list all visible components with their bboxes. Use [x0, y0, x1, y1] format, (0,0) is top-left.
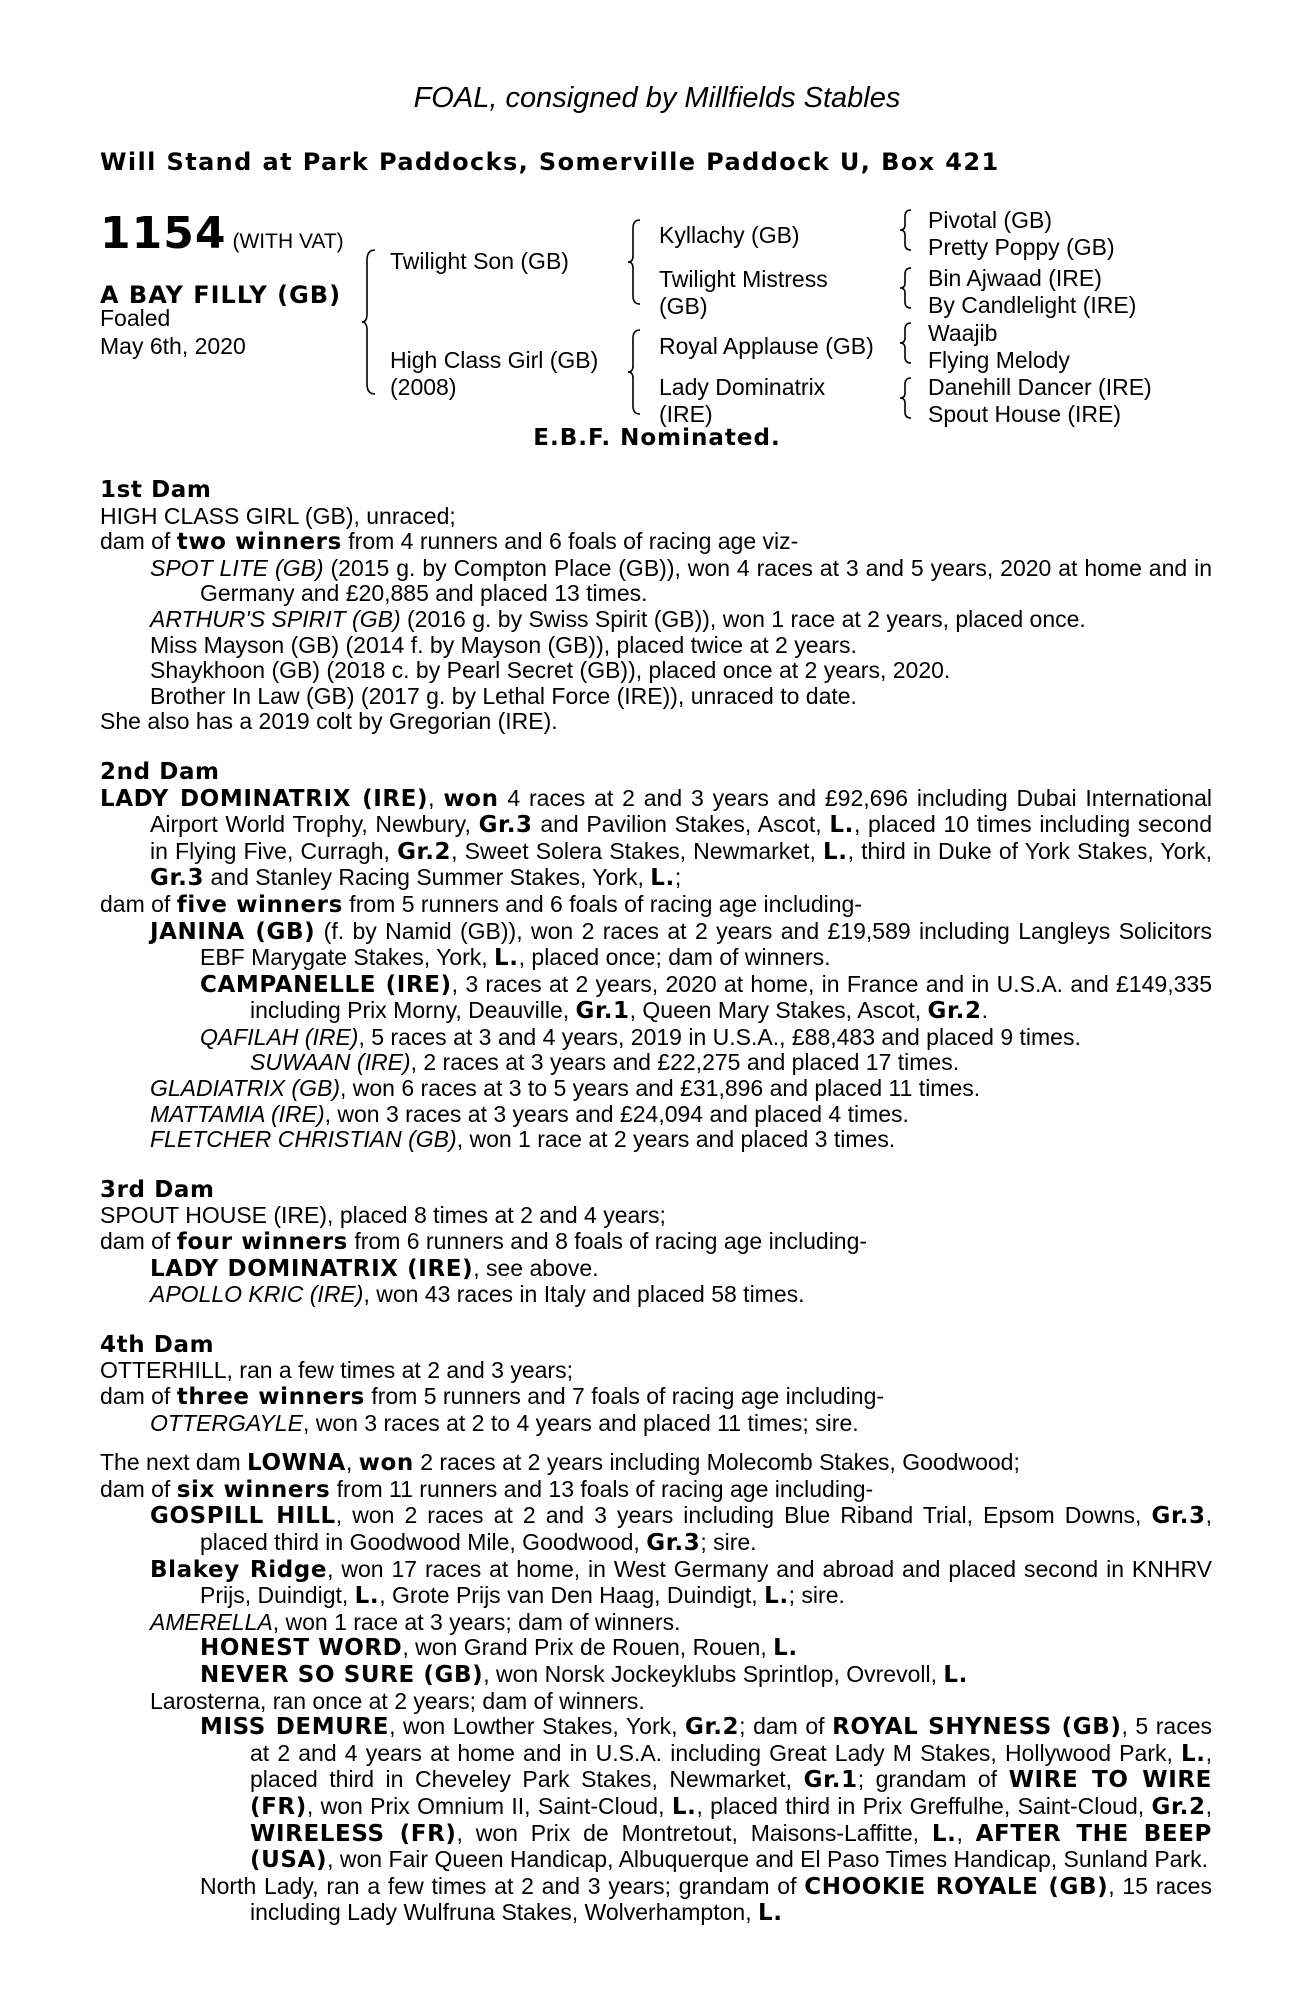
brace-icon [898, 321, 914, 365]
list-item: GLADIATRIX (GB), won 6 races at 3 to 5 years and £31,896 and placed 11 times. [150, 1075, 981, 1102]
list-item: SUWAAN (IRE), 2 races at 3 years and £22,275 and placed 17 times. [250, 1049, 960, 1076]
dam3-title: 3rd Dam [100, 1176, 215, 1203]
list-item: QAFILAH (IRE), 5 races at 3 and 4 years, 2019 in U.S.A., £88,483 and placed 9 times. [200, 1023, 1081, 1050]
list-item: Larosterna, ran once at 2 years; dam of winners. [150, 1687, 645, 1714]
pedigree-sire-dam-country: (GB) [659, 293, 708, 319]
list-item: FLETCHER CHRISTIAN (GB), won 1 race at 2 years and placed 3 times. [150, 1126, 896, 1153]
list-item: Shaykhoon (GB) (2018 c. by Pearl Secret (GB)), placed once at 2 years, 2020. [150, 657, 951, 684]
foaled-date: May 6th, 2020 [100, 333, 246, 359]
pedigree-ssd: Pretty Poppy (GB) [928, 234, 1115, 260]
brace-icon [360, 248, 380, 396]
lot-number-block [100, 208, 344, 259]
dam2-title: 2nd Dam [100, 758, 220, 785]
brace-icon [626, 218, 644, 306]
brace-icon [626, 328, 644, 416]
list-item: AMERELLA, won 1 race at 3 years; dam of winners. [150, 1608, 681, 1635]
pedigree-sss: Pivotal (GB) [928, 207, 1052, 233]
pedigree-sdd: By Candlelight (IRE) [928, 292, 1137, 318]
list-item: MATTAMIA (IRE), won 3 races at 3 years and £24,094 and placed 4 times. [150, 1100, 909, 1127]
pedigree-dsd: Flying Melody [928, 347, 1070, 373]
list-item: Brother In Law (GB) (2017 g. by Lethal Force (IRE)), unraced to date. [150, 682, 857, 709]
dam3-produce: dam of four winners from 6 runners and 8 foals of racing age including- [100, 1228, 868, 1256]
pedigree-dam-dam: Lady Dominatrix [659, 374, 826, 400]
pedigree-dam-year: (2008) [390, 374, 457, 400]
list-item: North Lady, ran a few times at 2 and 3 years; grandam of CHOOKIE ROYALE (GB), 15 races including Lady Wulfruna Stakes, Wolverhampton, L. [200, 1872, 1212, 1927]
list-item: NEVER SO SURE (GB), won Norsk Jockeyklubs Sprintlop, Ovrevoll, L. [200, 1660, 968, 1688]
dam4-line: OTTERHILL, ran a few times at 2 and 3 years; [100, 1357, 573, 1384]
ebf-nomination: E.B.F. Nominated. [533, 425, 781, 451]
next-dam-line: The next dam LOWNA, won 2 races at 2 years including Molecomb Stakes, Goodwood; [100, 1449, 1020, 1477]
list-item: MISS DEMURE, won Lowther Stakes, York, Gr.2; dam of ROYAL SHYNESS (GB), 5 races at 2 and 4 years at home and in U.S.A. including Great Lady M Stakes, Hollywood Park, L., placed third in Cheveley Park Stakes, Newmarket, Gr.1; grandam of WIRE TO WIRE (FR), won Prix Omnium II, Saint-Cloud, L., placed third in Prix Greffulhe, Saint-Cloud, Gr.2, WIRELESS (FR), won Prix de Montretout, Maisons-Laffitte, L., AFTER THE BEEP (USA), won Fair Queen Handicap, Albuquerque and El Paso Times Handicap, Sunland Park. [200, 1713, 1213, 1874]
list-item: GOSPILL HILL, won 2 races at 2 and 3 years including Blue Riband Trial, Epsom Downs, Gr.3, placed third in Goodwood Mile, Goodwood, Gr.3; sire. [150, 1502, 1212, 1556]
pedigree-dam: High Class Girl (GB) [390, 347, 599, 373]
dam1-title: 1st Dam [100, 477, 212, 503]
list-item: APOLLO KRIC (IRE), won 43 races in Italy and placed 58 times. [150, 1281, 805, 1308]
list-item: OTTERGAYLE, won 3 races at 2 to 4 years and placed 11 times; sire. [150, 1409, 859, 1436]
pedigree-dss: Waajib [928, 320, 998, 346]
dam1-note: She also has a 2019 colt by Gregorian (IRE). [100, 708, 558, 735]
brace-icon [898, 208, 914, 252]
list-item: LADY DOMINATRIX (IRE), see above. [150, 1254, 599, 1282]
dam1-produce: dam of two winners from 4 runners and 6 foals of racing age viz- [100, 528, 799, 556]
lot-description: A BAY FILLY (GB) [100, 281, 342, 309]
pedigree-sire-sire: Kyllachy (GB) [659, 222, 800, 248]
dam4-title: 4th Dam [100, 1331, 215, 1358]
foaled-label: Foaled [100, 305, 171, 331]
pedigree-ddd: Spout House (IRE) [928, 401, 1122, 427]
list-item: Blakey Ridge, won 17 races at home, in West Germany and abroad and placed second in KNHRV Prijs, Duindigt, L., Grote Prijs van Den Haag, Duindigt, L.; sire. [150, 1555, 1212, 1610]
list-item: HONEST WORD, won Grand Prix de Rouen, Rouen, L. [200, 1634, 798, 1662]
dam2-produce: dam of five winners from 5 runners and 6 foals of racing age including- [100, 890, 862, 918]
vat-note: (WITH VAT) [232, 230, 344, 253]
pedigree-dam-dam-country: (IRE) [659, 401, 713, 427]
pedigree-sds: Bin Ajwaad (IRE) [928, 265, 1102, 291]
pedigree-sire: Twilight Son (GB) [390, 248, 569, 274]
pedigree-dds: Danehill Dancer (IRE) [928, 374, 1152, 400]
next-dam-produce: dam of six winners from 11 runners and 13 foals of racing age including- [100, 1475, 874, 1503]
brace-icon [898, 266, 914, 310]
pedigree-dam-sire: Royal Applause (GB) [659, 333, 874, 359]
list-item: SPOT LITE (GB) (2015 g. by Compton Place (GB)), won 4 races at 3 and 5 years, 2020 at home and in Germany and £20,885 and placed 13 times. [150, 554, 1212, 607]
consignor-line: FOAL, consigned by Millfields Stables [413, 82, 901, 114]
list-item: Miss Mayson (GB) (2014 f. by Mayson (GB)), placed twice at 2 years. [150, 631, 857, 658]
dam4-produce: dam of three winners from 5 runners and 7 foals of racing age including- [100, 1383, 885, 1410]
stand-location: Will Stand at Park Paddocks, Somerville Paddock U, Box 421 [100, 148, 1000, 176]
dam3-line: SPOUT HOUSE (IRE), placed 8 times at 2 and 4 years; [100, 1202, 666, 1229]
list-item: JANINA (GB) (f. by Namid (GB)), won 2 races at 2 years and £19,589 including Langleys Solicitors EBF Marygate Stakes, York, L., placed once; dam of winners. [150, 917, 1212, 972]
catalogue-body [100, 478, 1212, 1927]
list-item: CAMPANELLE (IRE), 3 races at 2 years, 2020 at home, in France and in U.S.A. and £149,335 including Prix Morny, Deauville, Gr.1, Queen Mary Stakes, Ascot, Gr.2. [200, 970, 1212, 1025]
dam2-record: LADY DOMINATRIX (IRE), won 4 races at 2 and 3 years and £92,696 including Dubai International Airport World Trophy, Newbury, Gr.3 and Pavilion Stakes, Ascot, L., placed 10 times including second in Flying Five, Curragh, Gr.2, Sweet Solera Stakes, Newmarket, L., third in Duke of York Stakes, York, Gr.3 and Stanley Racing Summer Stakes, York, L.; [100, 784, 1213, 892]
lot-number: 1154 [100, 208, 227, 259]
pedigree-sire-dam: Twilight Mistress [659, 266, 828, 292]
dam1-line: HIGH CLASS GIRL (GB), unraced; [100, 502, 456, 529]
list-item: ARTHUR'S SPIRIT (GB) (2016 g. by Swiss Spirit (GB)), won 1 race at 2 years, placed once. [150, 605, 1086, 632]
brace-icon [898, 376, 914, 420]
